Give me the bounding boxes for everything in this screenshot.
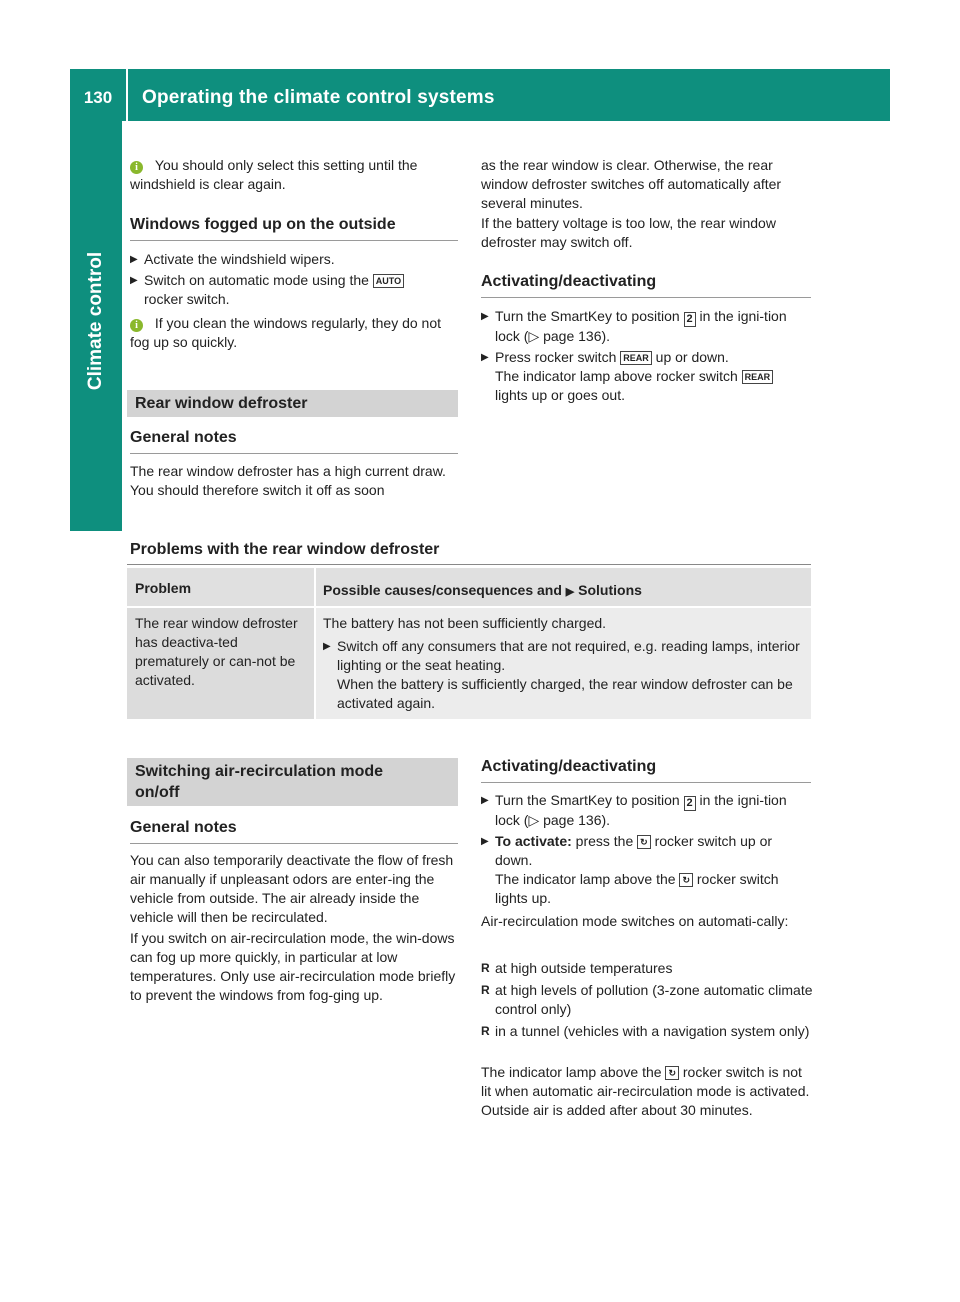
section-bar-rear-defroster — [127, 390, 458, 417]
list-item — [481, 348, 813, 405]
auto-recirc-conditions — [481, 959, 813, 1041]
recirc-notes-text-a: You can also temporarily deactivate the flow of fresh air manually if unpleasant odors are enter-ing the vehicle from outside. The air already inside the vehicle will then be recirculated. — [130, 852, 454, 925]
list-item-text: Turn the SmartKey to position — [495, 308, 680, 324]
list-item-text: rocker switch up or down. — [495, 833, 773, 868]
list-item-text: When the battery is sufficiently charged, the rear window defroster can be activated again. — [337, 676, 793, 711]
info-note-1 — [130, 156, 460, 194]
subheading-general-notes: General notes — [130, 429, 237, 446]
problems-table — [127, 568, 811, 719]
indicator-note — [481, 1063, 813, 1120]
section-rule — [481, 782, 811, 783]
section-bar-title: Rear window defroster — [135, 395, 308, 412]
info-icon: i — [130, 319, 143, 332]
table-row-divider — [127, 606, 811, 608]
table-header-causes-text: Possible causes/consequences and — [323, 582, 562, 598]
list-item — [481, 832, 813, 908]
position-number-icon: 2 — [684, 796, 696, 811]
list-item-text: Press rocker switch — [495, 349, 617, 365]
info-note-1-text: You should only select this setting until the windshield is clear again. — [130, 157, 418, 192]
page-header — [70, 69, 890, 121]
list-item-text: in the igni-tion lock (▷ page 136). — [495, 308, 787, 344]
triangle-bullet-icon: ▶ — [565, 586, 575, 598]
list-item-label: To activate: — [495, 833, 572, 849]
defroster-continued-text: as the rear window is clear. Otherwise, the rear window defroster switches off automatically after several minutes. — [481, 157, 782, 211]
section-rule — [130, 240, 458, 241]
activation-steps — [481, 307, 813, 405]
chapter-label — [70, 121, 122, 531]
list-item-text: lights up or goes out. — [495, 387, 625, 403]
info-icon: i — [130, 161, 143, 174]
list-item-text: Turn the SmartKey to position — [495, 792, 680, 808]
info-note-2-text: If you clean the windows regularly, they do not fog up so quickly. — [130, 315, 442, 350]
indicator-note-text: The indicator lamp above the — [481, 1064, 662, 1080]
section-bar-title: Switching air-recirculation mode — [135, 763, 384, 780]
auto-button-icon: AUTO — [373, 274, 404, 288]
table-cell-problem: The rear window defroster has deactiva-ted prematurely or can-not be activated. — [135, 615, 298, 688]
list-item-text: in a tunnel (vehicles with a navigation system only) — [495, 1023, 810, 1039]
page-title: Operating the climate control systems — [142, 87, 495, 108]
table-header-problem: Problem — [135, 580, 192, 596]
position-number-icon: 2 — [684, 312, 696, 327]
list-item — [130, 271, 460, 309]
list-item-text: at high levels of pollution (3-zone automatic climate control only) — [495, 982, 813, 1017]
table-header-causes — [323, 582, 642, 598]
auto-recirc-text: Air-recirculation mode switches on automati-cally: — [481, 913, 789, 929]
general-notes-text: The rear window defroster has a high current draw. You should therefore switch it off as soon — [130, 463, 446, 498]
list-item — [323, 637, 807, 713]
page-number: 130 — [83, 88, 113, 107]
list-item — [481, 1022, 813, 1041]
recirc-activation-steps — [481, 791, 813, 908]
list-item — [481, 959, 813, 978]
rear-defroster-icon: REAR — [742, 370, 774, 384]
section-rule — [127, 564, 811, 565]
air-recirculation-icon: ↻ — [637, 835, 651, 849]
section-bar-title: on/off — [135, 784, 180, 801]
recirc-notes-text-b: If you switch on air-recirculation mode, the win-dows can fog up more quickly, in particular at low temperatures. Only use air-recirculation mode briefly to prevent the windows from fog-ging up. — [130, 930, 456, 1003]
table-column-divider — [314, 568, 316, 719]
list-item-text: in the igni-tion lock (▷ page 136). — [495, 792, 787, 828]
air-recirculation-icon: ↻ — [665, 1066, 679, 1080]
list-item-text: rocker switch lights up. — [495, 871, 779, 906]
section-bar-air-recirculation — [127, 758, 458, 806]
list-item-text: The indicator lamp above rocker switch — [495, 368, 738, 384]
table-cell-solution — [323, 614, 807, 713]
list-item-text: up or down. — [655, 349, 729, 365]
fogged-steps — [130, 250, 460, 309]
header-divider — [126, 69, 128, 121]
indicator-note-text: rocker switch is not lit when automatic air-recirculation mode is activated. Outside air is added after about 30 minutes. — [481, 1064, 810, 1118]
list-item — [481, 307, 813, 346]
list-item-text: at high outside temperatures — [495, 960, 673, 976]
subheading-general-notes: General notes — [130, 819, 237, 836]
list-item-text: Switch on automatic mode using the — [144, 272, 369, 288]
section-rule — [130, 453, 458, 454]
rear-defroster-icon: REAR — [620, 351, 652, 365]
battery-note: If the battery voltage is too low, the rear window defroster may switch off. — [481, 215, 776, 250]
section-rule — [481, 297, 811, 298]
list-item — [130, 250, 460, 269]
section-heading-activating: Activating/deactivating — [481, 273, 657, 290]
list-item-text: rocker switch. — [144, 291, 230, 307]
list-item-text: Switch off any consumers that are not required, e.g. reading lamps, interior lighting or the seat heating. — [337, 638, 800, 673]
list-item-text: press the — [575, 833, 634, 849]
problems-heading: Problems with the rear window defroster — [130, 541, 440, 558]
list-item — [481, 791, 813, 830]
list-item-text: Activate the windshield wipers. — [144, 251, 335, 267]
list-item-text: The indicator lamp above the — [495, 871, 676, 887]
info-note-2 — [130, 314, 460, 352]
chapter-label-text: Climate control — [85, 251, 106, 391]
section-rule — [130, 843, 458, 844]
table-cell-cause: The battery has not been sufficiently charged. — [323, 615, 607, 631]
section-heading-fogged: Windows fogged up on the outside — [130, 216, 396, 233]
air-recirculation-icon: ↻ — [679, 873, 693, 887]
table-header-solutions-text: Solutions — [578, 582, 642, 598]
section-heading-activating: Activating/deactivating — [481, 758, 657, 775]
list-item — [481, 981, 813, 1019]
